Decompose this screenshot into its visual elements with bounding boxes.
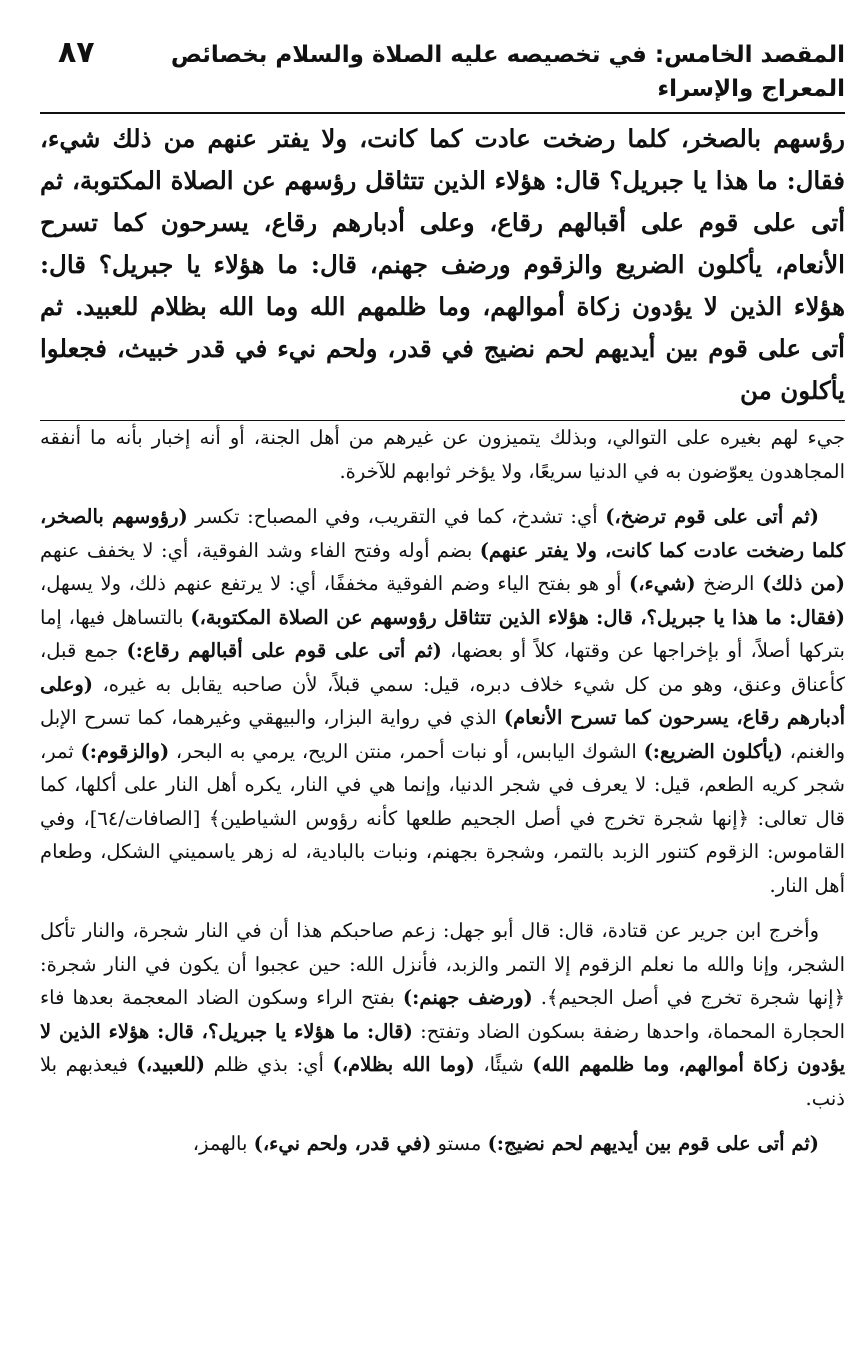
- commentary-segment: (والزقوم:): [80, 739, 170, 763]
- commentary-segment: (قال: ما هؤلاء يا جبريل؟، قال: هؤلاء الذين لا يؤدون زكاة أموالهم، وما ظلمهم الله): [40, 1019, 845, 1076]
- commentary-segment: جمع قبل، كأعناق وعنق، وهو من كل شيء خلاف دبره، قيل: سمي قبلاً، لأن صاحبه يقابل به غيره،: [40, 639, 845, 696]
- commentary-paragraph-4: [40, 1127, 845, 1161]
- commentary-segment: (فقال: ما هذا يا جبريل؟، قال: هؤلاء الذين تتثاقل رؤوسهم عن الصلاة المكتوبة،): [190, 605, 845, 629]
- main-text: رؤسهم بالصخر، كلما رضخت عادت كما كانت، ولا يفتر عنهم من ذلك شيء، فقال: ما هذا يا جبريل؟ قال: هؤلاء الذين تتثاقل رؤسهم عن الصلاة المكتوبة، ثم أتى على قوم على أقبالهم رقاع، وعلى أدبارهم رقاع، يسرحون كما تسرح الأنعام، يأكلون الضريع والزقوم ورضف جهنم، قال: ما هؤلاء يا جبريل؟ قال: هؤلاء الذين لا يؤدون زكاة أموالهم، وما ظلمهم الله وما الله بظلام للعبيد. ثم أتى على قوم بين أيديهم لحم نضيج في قدر، ولحم نيء في قدر خبيث، فجعلوا يأكلون من: [40, 118, 845, 421]
- commentary-segment: شيئًا،: [474, 1053, 533, 1076]
- book-page: [40, 36, 845, 1161]
- commentary-segment: (ثم أتى على قوم بين أيديهم لحم نضيج:): [487, 1132, 819, 1155]
- commentary-segment: الذي في رواية البزار، والبيهقي وغيرهما، كما تسرح الإبل والغنم،: [40, 706, 846, 763]
- commentary-segment: (في قدر، ولحم نيء،): [253, 1132, 432, 1155]
- commentary-segment: أي: تشدخ، كما في التقريب، وفي المصباح: تكسر: [187, 505, 606, 528]
- commentary-segment: الشوك اليابس، أو نبات أحمر، منتن الريح، يرمي به البحر،: [169, 739, 644, 763]
- commentary-segment: (وعلى أدبارهم رقاع، يسرحون كما تسرح الأنعام): [40, 672, 845, 729]
- commentary-segment: بفتح الراء وسكون الضاد المعجمة بعدها فاء الحجارة المحماة، واحدها رضفة بسكون الضاد وتفتح:: [40, 986, 845, 1043]
- running-header: [40, 36, 845, 114]
- commentary-segment: ثمر، شجر كريه الطعم، قيل: لا يعرف في شجر الدنيا، وإنما هي في النار، يكره أهل النار على أكلها، كما قال تعالى: ﴿إنها شجرة تخرج في أصل الجحيم طلعها كأنه رؤوس الشياطين﴾ [الصافات/٦٤]، وفي القاموس: الزقوم كتنور الزبد بالتمر، وشجرة بجهنم، ونبات بالبادية، له زهر ياسميني الشكل، وطعام أهل النار.: [40, 739, 845, 897]
- commentary-segment: أو هو بفتح الياء وضم الفوقية مخففًا، أي: لا يرتفع عنهم ذلك، ولا يسهل،: [40, 572, 630, 595]
- commentary-segment: (يأكلون الضريع:): [643, 739, 783, 763]
- commentary-segment: (للعبيد،): [136, 1053, 206, 1076]
- commentary-segment: أي: بذي ظلم: [205, 1053, 333, 1076]
- commentary-segment: وأخرج ابن جرير عن قتادة، قال: قال أبو جهل: زعم صاحبكم هذا أن في النار شجرة، والنار تأكل الشجر، وإنا والله ما نعلم الزقوم إلا التمر والزبد، فأنزل الله: حين عجبوا أن يكون في النار شجرة: ﴿إنها شجرة تخرج في أصل الجحيم﴾.: [40, 919, 846, 1009]
- commentary-segment: مستو: [431, 1132, 488, 1155]
- commentary: [40, 421, 845, 1161]
- commentary-segment: (ثم أتى على قوم على أقبالهم رقاع:): [126, 639, 442, 662]
- commentary-segment: (ثم أتى على قوم ترضخ،): [605, 505, 819, 528]
- page-number: ٨٧: [58, 35, 95, 70]
- header-title: المقصد الخامس: في تخصيصه عليه الصلاة والسلام بخصائص المعراج والإسراء: [170, 42, 845, 102]
- commentary-segment: فيعذبهم بلا ذنب.: [40, 1053, 845, 1110]
- commentary-segment: بالتساهل فيها، إما بتركها أصلاً، أو بإخراجها عن وقتها، كلاً أو بعضها،: [40, 605, 845, 662]
- commentary-segment: (وما الله بظلام،): [332, 1053, 475, 1076]
- commentary-segment: بالهمز،: [192, 1132, 254, 1155]
- commentary-segment: (من ذلك): [762, 572, 845, 595]
- commentary-paragraph-3: [40, 914, 845, 1115]
- commentary-segment: (ورضف جهنم:): [402, 986, 533, 1009]
- commentary-paragraph-2: [40, 500, 845, 902]
- commentary-segment: الرضخ: [695, 572, 762, 595]
- commentary-segment: (شيء،): [629, 572, 696, 595]
- commentary-segment: بضم أوله وفتح الفاء وشد الفوقية، أي: لا يخفف عنهم: [40, 538, 480, 562]
- commentary-paragraph-1: جيء لهم بغيره على التوالي، وبذلك يتميزون عن غيرهم من أهل الجنة، أو أنه إخبار بأنه ما أنفقه المجاهدون يعوّضون به في الدنيا سريعًا، ولا يؤخر ثوابهم للآخرة.: [40, 426, 845, 483]
- commentary-segment: (رؤوسهم بالصخر، كلما رضخت عادت كما كانت، ولا يفتر عنهم): [40, 505, 845, 562]
